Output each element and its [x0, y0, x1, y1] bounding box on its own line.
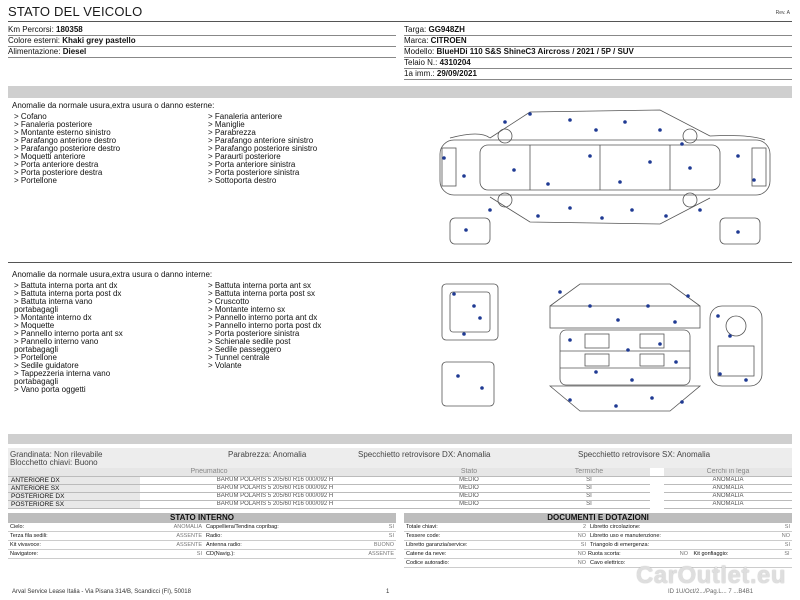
list-item: Catene da neve: NO: [406, 551, 586, 557]
list-item: Triangolo di emergenza: SI: [590, 542, 790, 548]
table-row: POSTERIORE SX BARUM POLARIS 5 205/60 R16 000/092 H MEDIO SI ANOMALIA: [8, 500, 792, 508]
table-row: ANTERIORE SX BARUM POLARIS 5 205/60 R16 000/092 H MEDIO SI ANOMALIA: [8, 484, 792, 492]
list-item: CD(Navig.): ASSENTE: [206, 551, 394, 557]
vehicle-info-left: [8, 25, 396, 58]
tyre-header-stato: Stato: [410, 468, 528, 476]
tyre-header-termiche: Termiche: [528, 468, 650, 476]
section-band-top: [8, 86, 792, 98]
list-item: Totale chiavi: 2: [406, 524, 586, 530]
interior-car-diagram: [420, 276, 790, 426]
footer-doc-id: ID 1U/Oct/2.../Pag.L... 7 ...B4B1: [668, 589, 754, 595]
list-item: Terza fila sedili: ASSENTE: [10, 533, 202, 539]
footer-company: Arval Service Lease Italia - Via Pisana 314/B, Scandicci (FI), 50018: [12, 589, 191, 595]
list-item: Cielo: ANOMALIA: [10, 524, 202, 530]
internal-list-col2: > Battuta interna porta ant sx > Battuta interna porta post sx > Cruscotto > Montante interno sx > Pannello interno porta ant dx > Pannello interno porta post dx > Porta posteriore sinistra > Schienale sedile post > Sedile passeggero > Tunnel centrale > Volante: [208, 281, 322, 370]
list-item: Tessere code: NO: [406, 533, 586, 539]
tyre-header-cerchi: Cerchi in lega: [664, 468, 792, 476]
fuel-row: Alimentazione: Diesel: [8, 47, 396, 58]
list-item: Navigatore: SI: [10, 551, 202, 557]
mileage-row: Km Percorsi: 180358: [8, 25, 396, 36]
list-item: Libretto garanzia/service: SI: [406, 542, 586, 548]
key-block-status: Blocchetto chiavi: Buono: [10, 458, 98, 467]
tyre-table-header: [8, 468, 792, 476]
registration-row: 1a imm.: 29/09/2021: [404, 69, 792, 80]
vehicle-info-right: [404, 25, 792, 80]
external-list-col2: > Fanaleria anteriore > Maniglie > Parabrezza > Parafango anteriore sinistro > Parafango posteriore sinistro > Paraurti posteriore > Porta anteriore sinistra > Porta posteriore sinistra > Sottoporta destro: [208, 112, 318, 185]
title-divider: [8, 21, 792, 22]
list-item: Radio: SI: [206, 533, 394, 539]
footer-page: 1: [386, 589, 390, 595]
list-item: Codice autoradio: NO: [406, 560, 586, 566]
tyre-table: [8, 468, 792, 509]
interior-status-title: STATO INTERNO: [8, 513, 396, 523]
documents-title: DOCUMENTI E DOTAZIONI: [404, 513, 792, 523]
brand-row: Marca: CITROEN: [404, 36, 792, 47]
chassis-row: Telaio N.: 4310204: [404, 58, 792, 69]
tyre-header-pneumatico: Pneumatico: [8, 468, 410, 476]
model-row: Modello: BlueHDi 110 S&S ShineC3 Aircross / 2021 / 5P / SUV: [404, 47, 792, 58]
table-row: ANTERIORE DX BARUM POLARIS 5 205/60 R16 000/092 H MEDIO SI ANOMALIA: [8, 476, 792, 484]
section-divider-mid: [8, 262, 792, 263]
color-row: Colore esterni: Khaki grey pastello: [8, 36, 396, 47]
page-title: STATO DEL VEICOLO: [8, 4, 143, 19]
plate-row: Targa: GG948ZH: [404, 25, 792, 36]
external-anomalies-title: Anomalie da normale usura,extra usura o danno esterne:: [12, 101, 215, 110]
list-item: Libretto circolazione: SI: [590, 524, 790, 530]
list-item: Cavo elettrico:: [588, 559, 792, 568]
hail-status: Grandinata: Non rilevabile: [10, 450, 103, 459]
list-item: Kit vivavoce: ASSENTE: [10, 542, 202, 548]
mirror-dx-status: Specchietto retrovisore DX: Anomalia: [358, 450, 491, 459]
watermark-logo: CarOutlet.eu: [635, 562, 786, 589]
list-item: Cappelliera/Tendina copribag: SI: [206, 524, 394, 530]
list-item: Antenna radio: BUONO: [206, 542, 394, 548]
revision-label: Rev. A: [775, 10, 790, 16]
documents-box: [404, 513, 792, 568]
internal-anomalies-title: Anomalie da normale usura,extra usura o danno interne:: [12, 270, 213, 279]
external-list-col1: > Cofano > Fanaleria posteriore > Montante esterno sinistro > Parafango anteriore destro > Parafango posteriore destro > Moquetti anteriore > Porta anteriore destra > Porta posteriore destra > Portellone: [14, 112, 121, 185]
internal-list-col1: > Battuta interna porta ant dx > Battuta interna porta post dx > Battuta interna vano portabagagli > Montante interno dx > Moquette > Pannello interno porta ant sx > Pannello interno vano portabagagli > Portellone > Sedile guidatore > Tappezzeria interna vano portabagagli > Vano porta oggetti: [14, 281, 123, 394]
list-item: Ruota scorta: NO Kit gonfiaggio: SI: [588, 550, 792, 559]
interior-status-box: [8, 513, 396, 559]
list-item: Libretto uso e manutenzione: NO: [590, 533, 790, 539]
mirror-sx-status: Specchietto retrovisore SX: Anomalia: [578, 450, 711, 459]
exterior-car-diagram: [420, 100, 790, 250]
table-row: POSTERIORE DX BARUM POLARIS 5 205/60 R16 000/092 H MEDIO SI ANOMALIA: [8, 492, 792, 500]
windshield-status: Parabrezza: Anomalia: [228, 450, 307, 459]
section-band-bottom: [8, 434, 792, 444]
